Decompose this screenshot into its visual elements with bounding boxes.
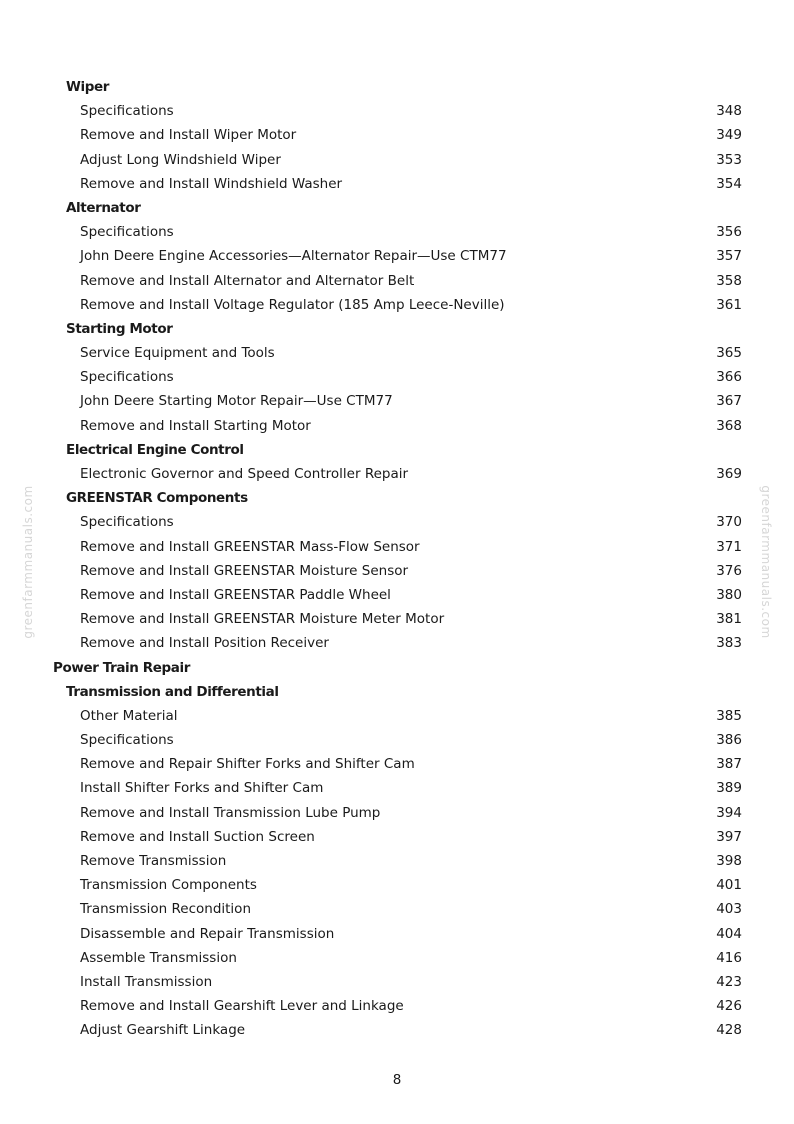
toc-entry-title: Power Train Repair [53,659,190,676]
toc-entry-page: 371 [716,538,742,555]
toc-entry[interactable] [0,414,794,438]
toc-entry-title: Electronic Governor and Speed Controller Repair [80,466,409,482]
toc-entry[interactable] [0,172,794,196]
toc-entry-title: Transmission Recondition [80,901,251,918]
toc-entry-page: 361 [716,296,742,313]
toc-entry-title: Remove and Repair Shifter Forks and Shifter Cam [80,756,415,773]
toc-entry[interactable] [0,148,794,172]
toc-entry-title: Install Transmission [80,973,213,990]
toc-entry-title: Remove and Install Starting Motor [80,417,311,434]
toc-entry-title: Remove and Install Position Receiver [80,635,329,652]
toc-entry[interactable] [0,631,794,655]
toc-entry[interactable] [0,510,794,534]
toc-entry-title: Remove Transmission [80,853,227,869]
toc-entry-title: John Deere Engine Accessories—Alternator Repair—Use CTM77 [80,248,507,265]
toc-entry-page: 385 [716,707,742,724]
toc-entry[interactable] [0,752,794,776]
toc-entry-page: 365 [716,345,742,362]
toc-entry-title: GREENSTAR Components [66,490,248,507]
toc-entry-page: 423 [716,973,742,990]
toc-entry-title: Transmission Components [80,877,257,894]
toc-entry-page: 426 [716,998,742,1015]
toc-entry-title: Other Material [80,707,178,724]
toc-entry-page: 403 [716,901,742,918]
toc-entry[interactable] [0,389,794,413]
toc-entry-title: Remove and Install GREENSTAR Moisture Meter Motor [80,611,445,628]
toc-entry[interactable] [0,970,794,994]
toc-entry-title: Specifications [80,103,174,120]
toc-entry[interactable] [0,607,794,631]
toc-entry[interactable] [0,825,794,849]
toc-entry-title: Starting Motor [66,320,173,337]
toc-entry-title: Remove and Install Alternator and Alternator Belt [80,272,415,289]
toc-entry-page: 358 [716,272,742,289]
toc-entry-page: 404 [716,925,742,942]
toc-entry[interactable] [0,897,794,921]
toc-section-heading [0,486,794,510]
toc-entry[interactable] [0,873,794,897]
toc-section-heading [0,680,794,704]
toc-entry-title: Remove and Install Windshield Washer [80,175,343,192]
toc-entry-title: Remove and Install Voltage Regulator (185 Amp Leece-Neville) [80,296,505,313]
toc-entry-page: 366 [716,369,742,386]
toc-entry[interactable] [0,293,794,317]
toc-entry[interactable] [0,583,794,607]
toc-entry-title: Assemble Transmission [80,949,237,966]
toc-entry-page: 383 [716,635,742,652]
toc-section-heading [0,75,794,99]
toc-entry[interactable] [0,123,794,147]
toc-entry-page: 401 [716,877,742,894]
toc-entry-title: Transmission and Differential [66,683,279,700]
toc-entry-page: 397 [716,828,742,845]
toc-entry-title: Adjust Long Windshield Wiper [80,151,281,168]
toc-entry-title: Wiper [66,79,109,95]
toc-entry[interactable] [0,922,794,946]
toc-entry[interactable] [0,269,794,293]
toc-entry[interactable] [0,341,794,365]
toc-entry[interactable] [0,244,794,268]
toc-entry[interactable] [0,946,794,970]
toc-section-heading [0,656,794,680]
toc-entry-title: Service Equipment and Tools [80,345,275,362]
toc-entry-page: 356 [716,224,742,241]
toc-entry-title: Specifications [80,369,174,386]
toc-entry-title: Remove and Install GREENSTAR Mass-Flow Sensor [80,538,420,555]
toc-entry[interactable] [0,365,794,389]
toc-entry[interactable] [0,462,794,486]
toc-entry-title: Specifications [80,732,174,749]
toc-entry-page: 416 [716,949,742,966]
toc-entry-page: 368 [716,417,742,434]
toc-entry-title: Remove and Install Gearshift Lever and Linkage [80,998,404,1015]
toc-entry-title: Remove and Install Suction Screen [80,828,315,845]
toc-entry-page: 348 [716,103,742,120]
toc-entry[interactable] [0,704,794,728]
toc-entry-title: Specifications [80,514,174,531]
toc-entry-title: Install Shifter Forks and Shifter Cam [80,780,324,797]
toc-entry-title: Remove and Install GREENSTAR Paddle Wheel [80,586,391,603]
toc-entry-title: Remove and Install Wiper Motor [80,127,297,144]
toc-entry-title: Disassemble and Repair Transmission [80,925,335,942]
toc-entry[interactable] [0,559,794,583]
toc-entry[interactable] [0,849,794,873]
toc-entry[interactable] [0,99,794,123]
table-of-contents [0,75,794,1043]
toc-entry[interactable] [0,1018,794,1042]
toc-entry-title: Adjust Gearshift Linkage [80,1022,246,1039]
toc-entry-page: 398 [716,853,742,869]
toc-section-heading [0,438,794,462]
toc-entry-page: 376 [716,562,742,579]
toc-entry-page: 386 [716,732,742,749]
toc-entry-page: 353 [716,151,742,168]
toc-entry-page: 354 [716,175,742,192]
toc-entry-page: 370 [716,514,742,531]
toc-section-heading [0,317,794,341]
toc-entry-page: 381 [716,611,742,628]
toc-entry[interactable] [0,776,794,800]
toc-entry-title: Alternator [66,199,141,216]
toc-entry[interactable] [0,220,794,244]
toc-entry-page: 357 [716,248,742,265]
toc-entry-page: 367 [716,393,742,410]
toc-entry[interactable] [0,801,794,825]
toc-entry-title: Electrical Engine Control [66,441,244,458]
watermark-right: greenfarmmanuals.com [759,485,773,639]
toc-entry-page: 394 [716,804,742,821]
page-number: 8 [392,1072,402,1088]
toc-entry-page: 380 [716,586,742,603]
toc-entry[interactable] [0,994,794,1018]
toc-entry-page: 428 [716,1022,742,1039]
toc-entry-title: John Deere Starting Motor Repair—Use CTM77 [80,393,393,410]
toc-entry[interactable] [0,728,794,752]
toc-entry-title: Remove and Install GREENSTAR Moisture Sensor [80,562,409,579]
toc-entry-title: Remove and Install Transmission Lube Pump [80,804,381,821]
toc-entry[interactable] [0,535,794,559]
toc-entry-page: 387 [716,756,742,773]
toc-entry-title: Specifications [80,224,174,241]
toc-entry-page: 349 [716,127,742,144]
toc-section-heading [0,196,794,220]
watermark-left: greenfarmmanuals.com [21,485,35,639]
toc-entry-page: 369 [716,466,742,482]
toc-entry-page: 389 [716,780,742,797]
